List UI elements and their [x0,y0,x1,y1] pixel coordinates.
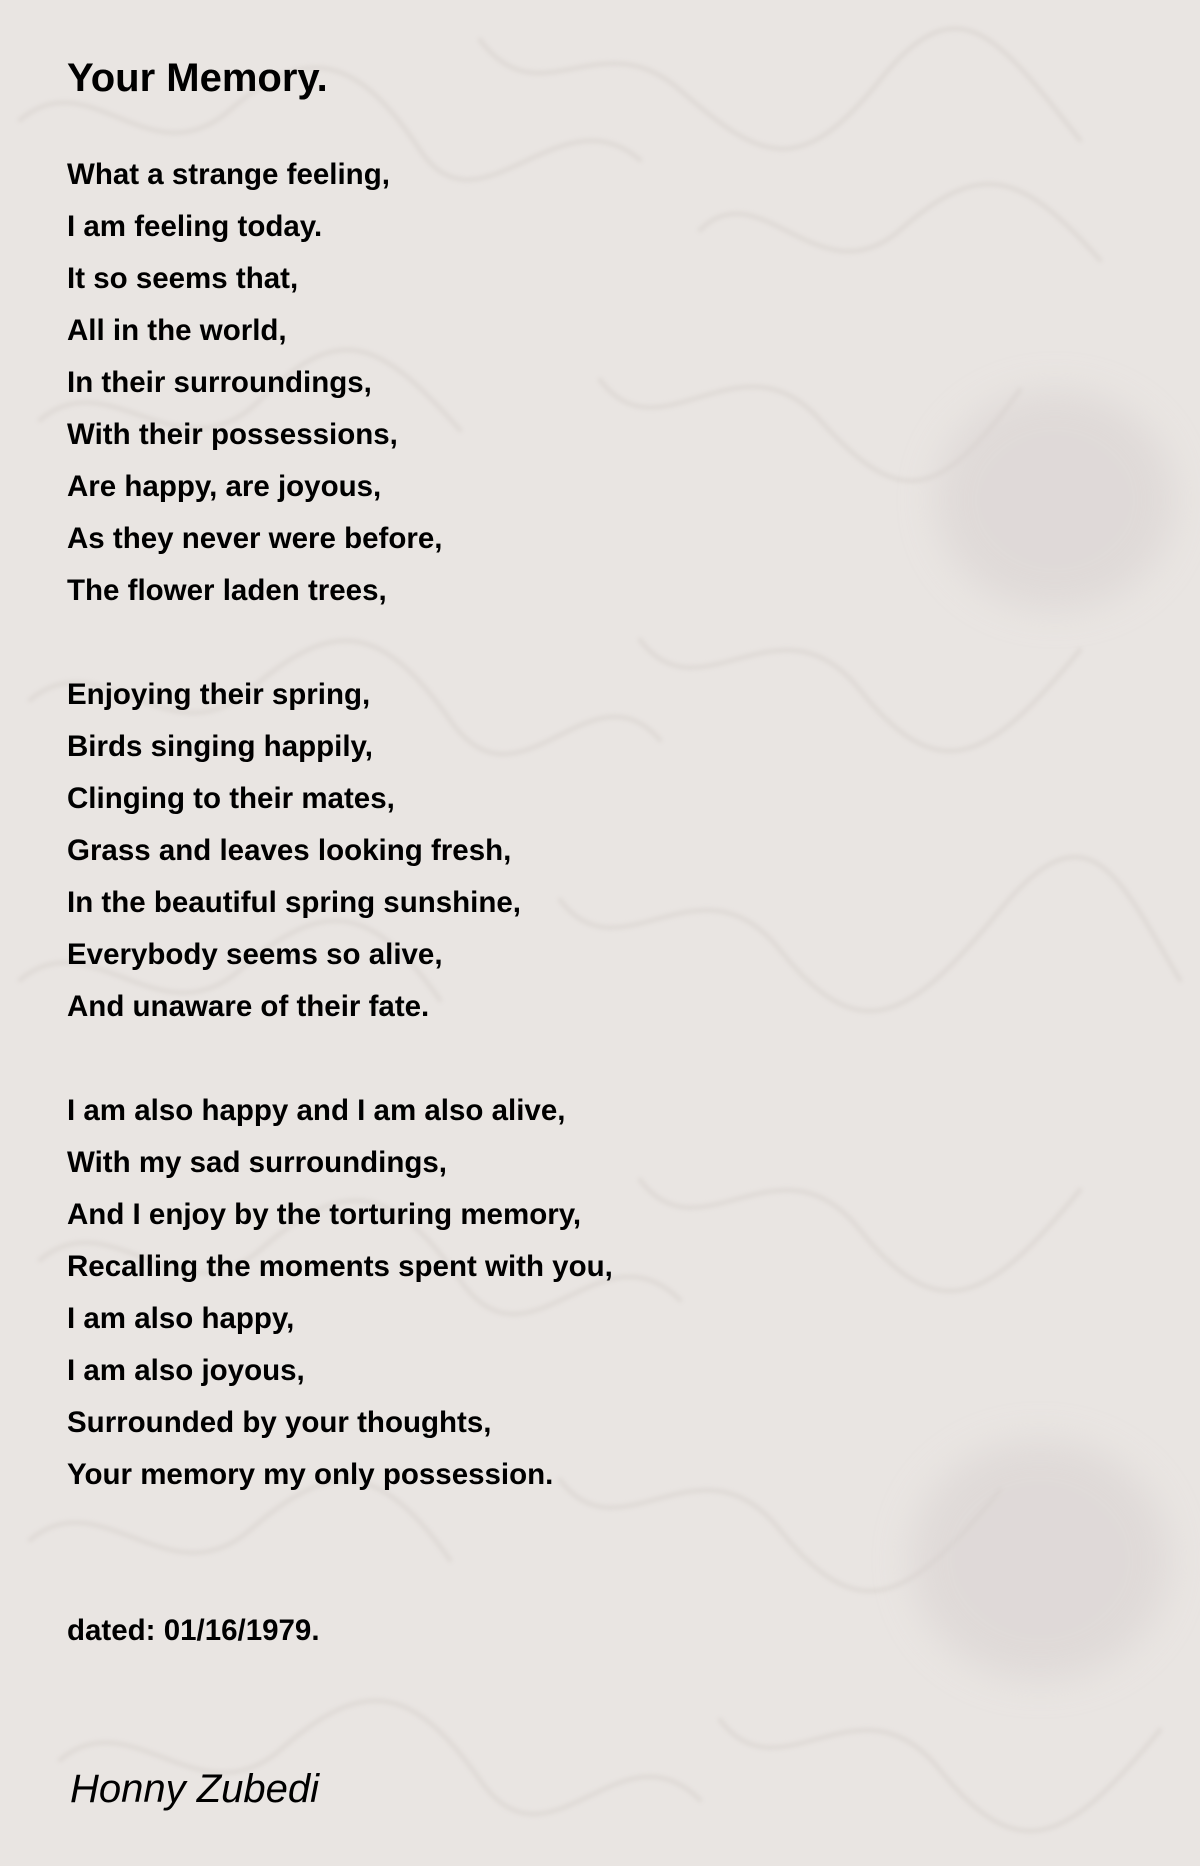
poem-line: And unaware of their fate. [67,990,430,1023]
poem-date: dated: 01/16/1979. [67,1614,320,1647]
poem-line: With their possessions, [67,418,398,451]
poem-line: Surrounded by your thoughts, [67,1406,492,1439]
poem-line: What a strange feeling, [67,158,390,191]
poem-line: And I enjoy by the torturing memory, [67,1198,582,1231]
poem-line: Birds singing happily, [67,730,373,763]
poem-line: Clinging to their mates, [67,782,395,815]
stanza-1 [67,149,442,617]
poem-line: With my sad surroundings, [67,1146,447,1179]
poem-line: I am also happy, [67,1302,295,1335]
stanza-2 [67,669,521,1033]
poem-line: All in the world, [67,314,287,347]
poem-line: As they never were before, [67,522,443,555]
poem-line: Your memory my only possession. [67,1458,554,1491]
poem-author: Honny Zubedi [70,1767,320,1811]
poem-line: In the beautiful spring sunshine, [67,886,521,919]
poem-line: I am feeling today. [67,210,323,243]
poem-line: It so seems that, [67,262,299,295]
poem-line: Everybody seems so alive, [67,938,443,971]
poem-line: In their surroundings, [67,366,372,399]
poem-line: Grass and leaves looking fresh, [67,834,512,867]
poem-line: Enjoying their spring, [67,678,371,711]
poem-title: Your Memory. [67,56,328,100]
poem-line: Are happy, are joyous, [67,470,382,503]
poem-line: I am also happy and I am also alive, [67,1094,566,1127]
poem-line: Recalling the moments spent with you, [67,1250,613,1283]
poem-line: The flower laden trees, [67,574,387,607]
poem-line: I am also joyous, [67,1354,305,1387]
stanza-3 [67,1085,613,1501]
